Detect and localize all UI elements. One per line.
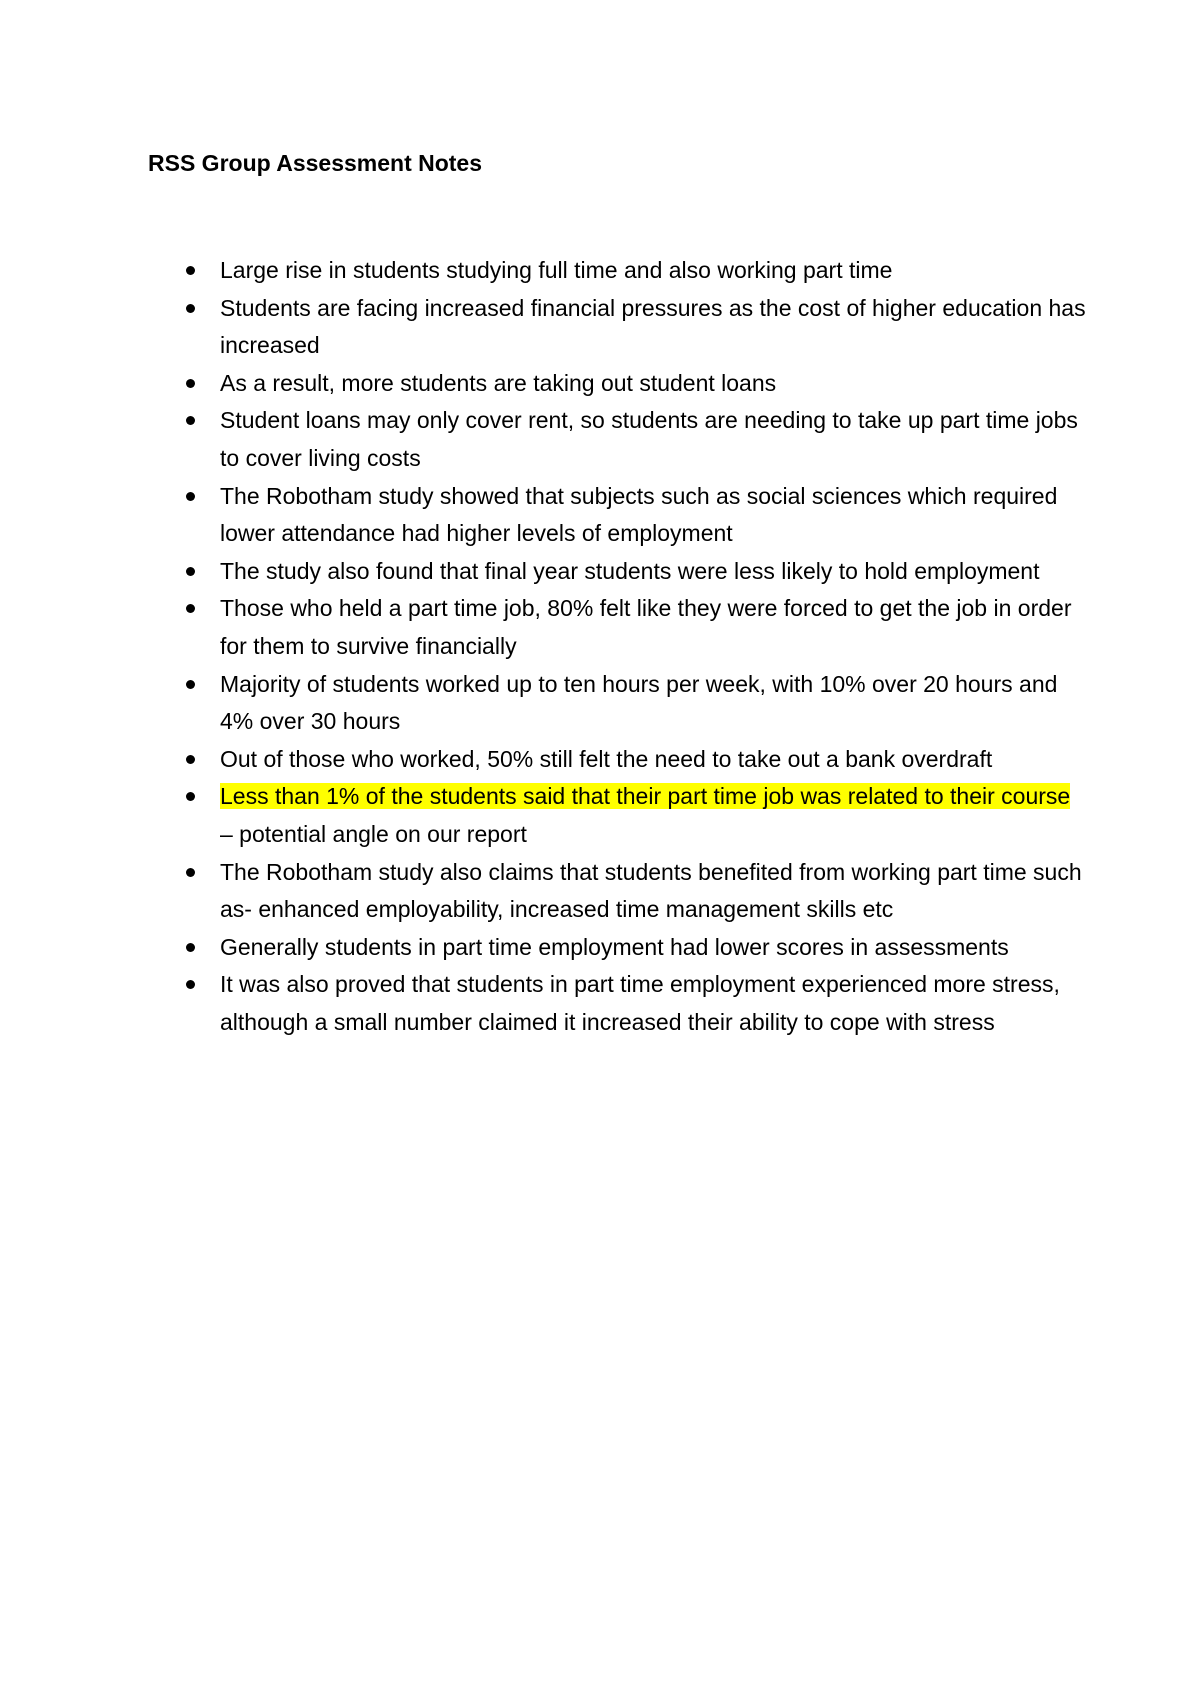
list-item-text: As a result, more students are taking out student loans bbox=[220, 369, 777, 396]
bullet-icon bbox=[186, 416, 195, 425]
list-item bbox=[186, 966, 1086, 1041]
list-item bbox=[186, 741, 1086, 779]
list-item-text: Students are facing increased financial pressures as the cost of higher education has increased bbox=[220, 294, 1086, 359]
list-item bbox=[186, 590, 1086, 665]
bullet-icon bbox=[186, 304, 195, 313]
bullet-icon bbox=[186, 492, 195, 501]
list-item-text: Large rise in students studying full time and also working part time bbox=[220, 257, 893, 283]
bullet-icon bbox=[186, 792, 195, 801]
list-item-highlighted bbox=[186, 778, 1086, 853]
list-item-text: The Robotham study also claims that students benefited from working part time such as- enhanced employability, increased time management skills etc bbox=[220, 858, 1082, 923]
bullet-icon bbox=[186, 680, 195, 689]
list-item-text: Out of those who worked, 50% still felt the need to take out a bank overdraft bbox=[220, 745, 993, 772]
list-item bbox=[186, 666, 1086, 741]
list-item-text: Majority of students worked up to ten hours per week, with 10% over 20 hours and 4% over 30 hours bbox=[220, 670, 1058, 735]
notes-list bbox=[186, 252, 1086, 1041]
list-item bbox=[186, 929, 1086, 967]
list-item-text: The Robotham study showed that subjects such as social sciences which required lower attendance had higher levels of employment bbox=[220, 482, 1058, 547]
list-item bbox=[186, 854, 1086, 929]
highlighted-text: Less than 1% of the students said that their part time job was related to their course bbox=[220, 783, 1071, 810]
bullet-icon bbox=[186, 379, 195, 388]
list-item-text: – potential angle on our report bbox=[220, 820, 527, 847]
document-title: RSS Group Assessment Notes bbox=[148, 150, 483, 176]
list-item-text: The study also found that final year students were less likely to hold employment bbox=[220, 557, 1040, 584]
list-item bbox=[186, 402, 1086, 477]
bullet-icon bbox=[186, 604, 195, 613]
bullet-icon bbox=[186, 266, 195, 275]
bullet-icon bbox=[186, 755, 195, 764]
bullet-icon bbox=[186, 868, 195, 877]
bullet-icon bbox=[186, 567, 195, 576]
bullet-icon bbox=[186, 980, 195, 989]
list-item bbox=[186, 252, 1086, 290]
bullet-icon bbox=[186, 943, 195, 952]
list-item bbox=[186, 478, 1086, 553]
list-item-text: Generally students in part time employment had lower scores in assessments bbox=[220, 933, 1009, 960]
list-item-text: Those who held a part time job, 80% felt like they were forced to get the job in order for them to survive financially bbox=[220, 595, 1072, 659]
list-item bbox=[186, 553, 1086, 591]
list-item bbox=[186, 365, 1086, 403]
list-item bbox=[186, 290, 1086, 365]
list-item-text: It was also proved that students in part time employment experienced more stress, although a small number claimed it increased their ability to cope with stress bbox=[220, 971, 1060, 1035]
list-item-text: Student loans may only cover rent, so students are needing to take up part time jobs to cover living costs bbox=[220, 407, 1078, 471]
